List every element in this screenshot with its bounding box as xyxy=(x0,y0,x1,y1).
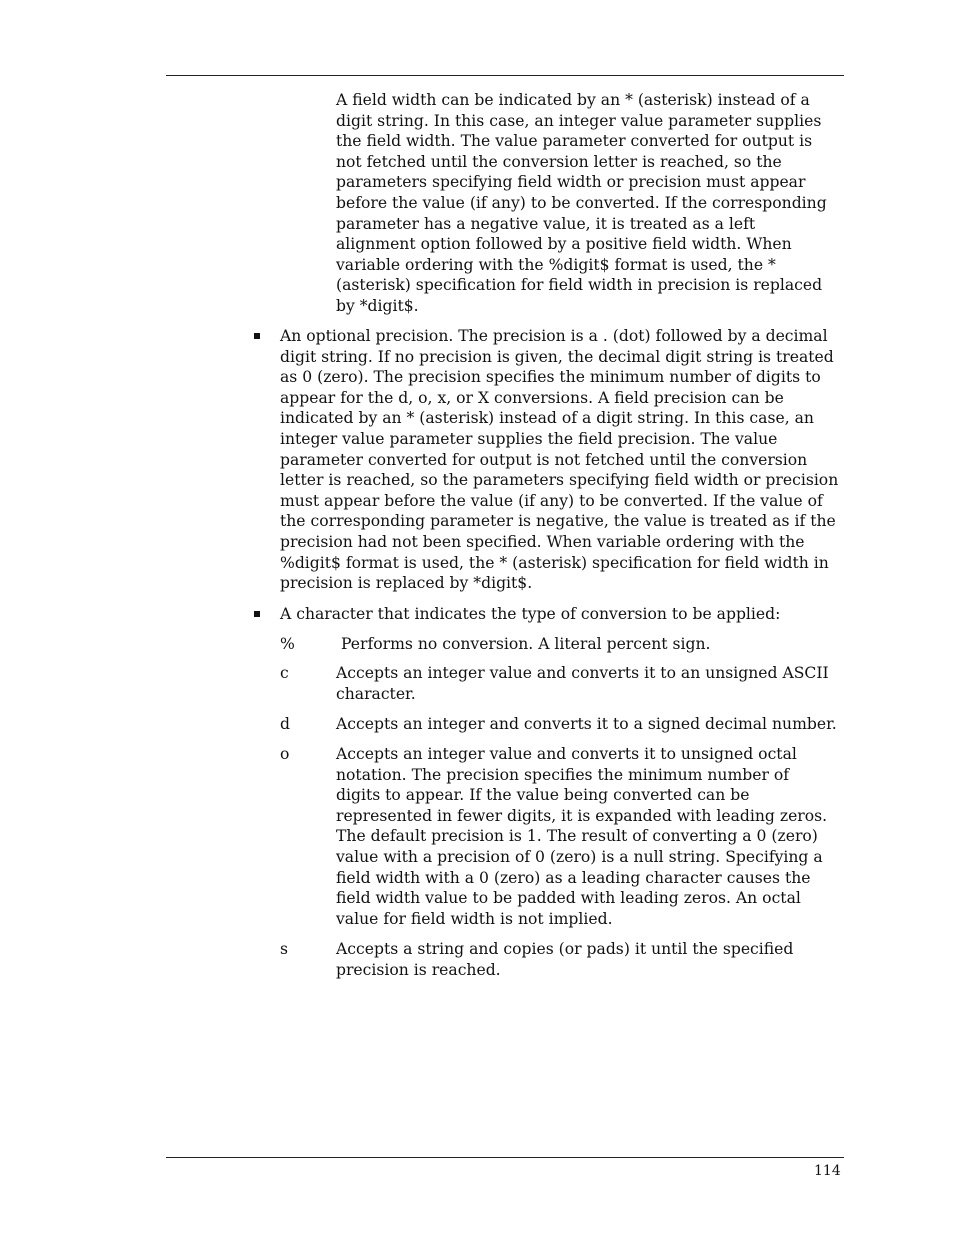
text-line: character. xyxy=(336,684,416,703)
text-line: letter is reached, so the parameters specifying field width or precision xyxy=(280,471,839,490)
text-line: digits to appear. If the value being converted can be xyxy=(336,786,750,805)
conversion-desc-o xyxy=(336,744,827,929)
conversion-term-o: o xyxy=(280,745,290,763)
precision-paragraph xyxy=(280,326,838,594)
conversion-desc-d xyxy=(336,714,837,735)
text-line: digit string. In this case, an integer value parameter supplies xyxy=(336,111,822,130)
text-line: not fetched until the conversion letter is reached, so the xyxy=(336,152,782,171)
text-line: indicated by an * (asterisk) instead of a digit string. In this case, an xyxy=(280,409,814,428)
text-line: An optional precision. The precision is a . (dot) followed by a decimal xyxy=(280,327,828,345)
text-line: variable ordering with the %digit$ format is used, the * xyxy=(336,255,776,274)
text-line: Accepts an integer and converts it to a signed decimal number. xyxy=(336,715,837,733)
text-line: value for field width is not implied. xyxy=(336,909,613,928)
footer-rule xyxy=(166,1157,844,1158)
text-line: value with a precision of 0 (zero) is a null string. Specifying a xyxy=(336,847,823,866)
text-line: digit string. If no precision is given, the decimal digit string is treated xyxy=(280,347,834,366)
text-line: Accepts a string and copies (or pads) it until the specified xyxy=(336,940,794,958)
text-line: Accepts an integer value and converts it to an unsigned ASCII xyxy=(336,664,829,682)
text-line: field width value to be padded with leading zeros. An octal xyxy=(336,889,801,908)
conversion-term-c: c xyxy=(280,664,289,682)
text-line: parameters specifying field width or precision must appear xyxy=(336,173,806,192)
text-line: alignment option followed by a positive field width. When xyxy=(336,235,792,254)
text-line: before the value (if any) to be converted. If the corresponding xyxy=(336,193,827,212)
text-line: (asterisk) specification for field width in precision is replaced xyxy=(336,276,823,295)
bullet-square-icon xyxy=(254,333,260,339)
text-line: represented in fewer digits, it is expanded with leading zeros. xyxy=(336,806,828,825)
text-line: A field width can be indicated by an * (asterisk) instead of a xyxy=(336,91,810,109)
conversion-term-percent: % xyxy=(280,635,295,653)
conversion-desc-percent xyxy=(341,634,710,655)
text-line: the field width. The value parameter converted for output is xyxy=(336,132,813,151)
text-line: notation. The precision specifies the minimum number of xyxy=(336,765,790,784)
text-line: as 0 (zero). The precision specifies the minimum number of digits to xyxy=(280,368,821,387)
page-number: 114 xyxy=(814,1163,841,1179)
conversion-intro: A character that indicates the type of conversion to be applied: xyxy=(280,605,781,623)
text-line: precision is replaced by *digit$. xyxy=(280,574,533,593)
text-line: %digit$ format is used, the * (asterisk) specification for field width in xyxy=(280,553,829,572)
field-width-paragraph xyxy=(336,90,827,317)
header-rule xyxy=(166,75,844,76)
text-line: integer value parameter supplies the field precision. The value xyxy=(280,429,778,448)
text-line: Performs no conversion. A literal percent sign. xyxy=(341,635,711,653)
conversion-desc-c xyxy=(336,663,829,704)
text-line: precision is reached. xyxy=(336,960,501,979)
text-line: must appear before the value (if any) to be converted. If the value of xyxy=(280,491,823,510)
conversion-term-d: d xyxy=(280,715,290,733)
conversion-desc-s xyxy=(336,939,793,980)
conversion-term-s: s xyxy=(280,940,289,958)
bullet-square-icon xyxy=(254,611,260,617)
text-line: parameter has a negative value, it is treated as a left xyxy=(336,214,756,233)
text-line: appear for the d, o, x, or X conversions. A field precision can be xyxy=(280,388,784,407)
text-line: Accepts an integer value and converts it to unsigned octal xyxy=(336,745,797,763)
text-line: by *digit$. xyxy=(336,296,419,315)
text-line: parameter converted for output is not fetched until the conversion xyxy=(280,450,808,469)
text-line: The default precision is 1. The result of converting a 0 (zero) xyxy=(336,827,818,846)
text-line: precision had not been specified. When variable ordering with the xyxy=(280,532,805,551)
text-line: the corresponding parameter is negative, the value is treated as if the xyxy=(280,512,836,531)
text-line: field width with a 0 (zero) as a leading character causes the xyxy=(336,868,811,887)
